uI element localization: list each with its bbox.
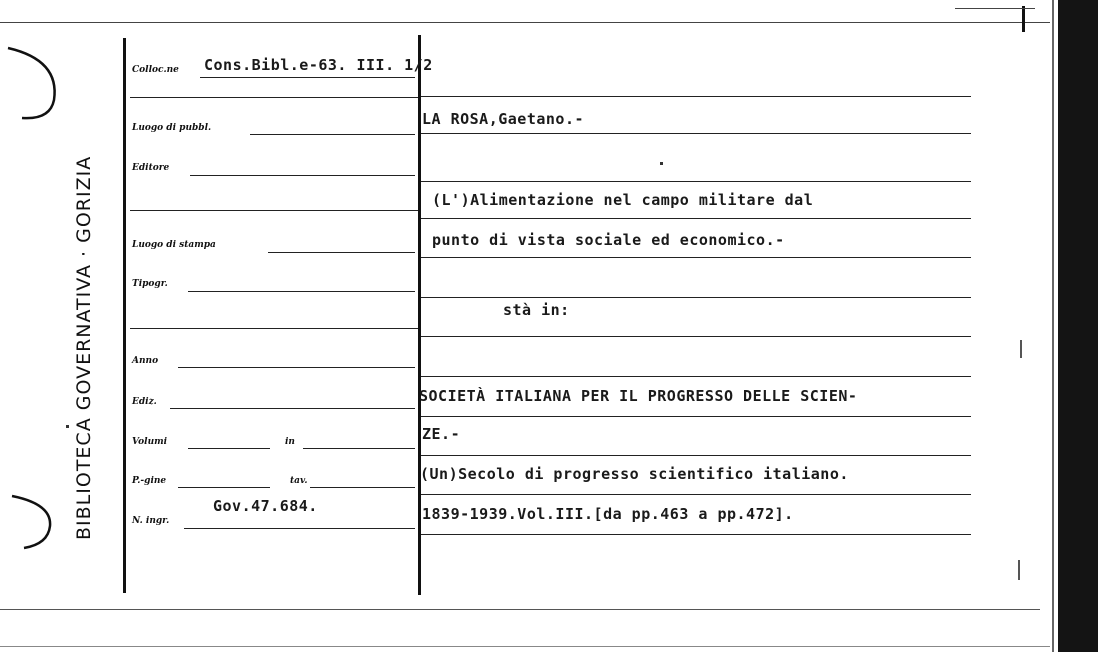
rule-r11 xyxy=(421,494,971,495)
card-top-right-mark xyxy=(1022,6,1025,32)
label-editore: Editore xyxy=(132,163,170,173)
punch-hole-top xyxy=(0,40,70,130)
entry-source-line-4: 1839-1939.Vol.III.[da pp.463 a pp.472]. xyxy=(422,505,794,523)
line-tav xyxy=(310,487,415,488)
line-pagine xyxy=(178,487,270,488)
line-collocazione-2 xyxy=(130,97,418,98)
rule-r12 xyxy=(421,534,971,535)
rule-r6 xyxy=(421,297,971,298)
rule-r3 xyxy=(421,181,971,182)
line-collocazione xyxy=(200,77,415,78)
line-luogo-stampa xyxy=(268,252,415,253)
rule-r4 xyxy=(421,218,971,219)
label-anno: Anno xyxy=(132,356,159,366)
line-in xyxy=(303,448,415,449)
line-luogo-pubbl xyxy=(250,134,415,135)
card-bottom-edge-2 xyxy=(0,646,1050,647)
punch-hole-bottom xyxy=(0,488,70,558)
line-editore-2 xyxy=(130,210,418,211)
label-collocazione: Colloc.ne xyxy=(132,65,179,75)
scan-mark xyxy=(1018,560,1020,580)
rule-r2 xyxy=(421,133,971,134)
rule-r5 xyxy=(421,257,971,258)
card-top-right-line xyxy=(955,8,1035,9)
line-tipogr-2 xyxy=(130,328,418,329)
rule-r1 xyxy=(421,96,971,97)
label-volumi: Volumi xyxy=(132,437,168,447)
label-pagine: P.-gine xyxy=(132,476,167,486)
entry-source-line-1: SOCIETÀ ITALIANA PER IL PROGRESSO DELLE SCIEN- xyxy=(419,387,858,405)
label-n-ingr: N. ingr. xyxy=(132,516,170,526)
center-rule xyxy=(418,35,421,595)
label-tav: tav. xyxy=(290,476,308,486)
line-editore xyxy=(190,175,415,176)
rule-r9 xyxy=(421,416,971,417)
value-n-ingr: Gov.47.684. xyxy=(213,497,318,515)
label-in: in xyxy=(285,437,295,447)
label-luogo-pubbl: Luogo di pubbl. xyxy=(132,123,212,133)
left-margin-rule xyxy=(123,38,126,593)
rule-r8 xyxy=(421,376,971,377)
card-bottom-edge xyxy=(0,609,1040,610)
line-n-ingr xyxy=(184,528,415,529)
line-anno xyxy=(178,367,415,368)
entry-source-line-3: (Un)Secolo di progresso scientifico italiano. xyxy=(420,465,849,483)
label-edizione: Ediz. xyxy=(132,397,157,407)
scan-dark-margin xyxy=(1058,0,1098,652)
entry-title-line-1: (L')Alimentazione nel campo militare dal xyxy=(432,191,814,209)
label-luogo-stampa: Luogo di stampa xyxy=(132,240,216,250)
line-edizione xyxy=(170,408,415,409)
scan-dot xyxy=(660,162,663,165)
value-collocazione: Cons.Bibl.e-63. III. 1/2 xyxy=(204,56,433,74)
label-tipogr: Tipogr. xyxy=(132,279,168,289)
entry-in-label: stà in: xyxy=(503,301,570,319)
scan-dot xyxy=(66,425,69,428)
line-volumi xyxy=(188,448,270,449)
entry-author: LA ROSA,Gaetano.- xyxy=(422,110,585,128)
entry-source-line-2: ZE.- xyxy=(422,425,461,443)
entry-title-line-2: punto di vista sociale ed economico.- xyxy=(432,231,785,249)
scan-mark xyxy=(1020,340,1022,358)
library-side-title: BIBLIOTECA GOVERNATIVA · GORIZIA xyxy=(73,155,95,540)
rule-r10 xyxy=(421,455,971,456)
line-tipogr xyxy=(188,291,415,292)
card-top-edge xyxy=(0,22,1050,23)
card-right-edge xyxy=(1052,0,1054,652)
rule-r7 xyxy=(421,336,971,337)
